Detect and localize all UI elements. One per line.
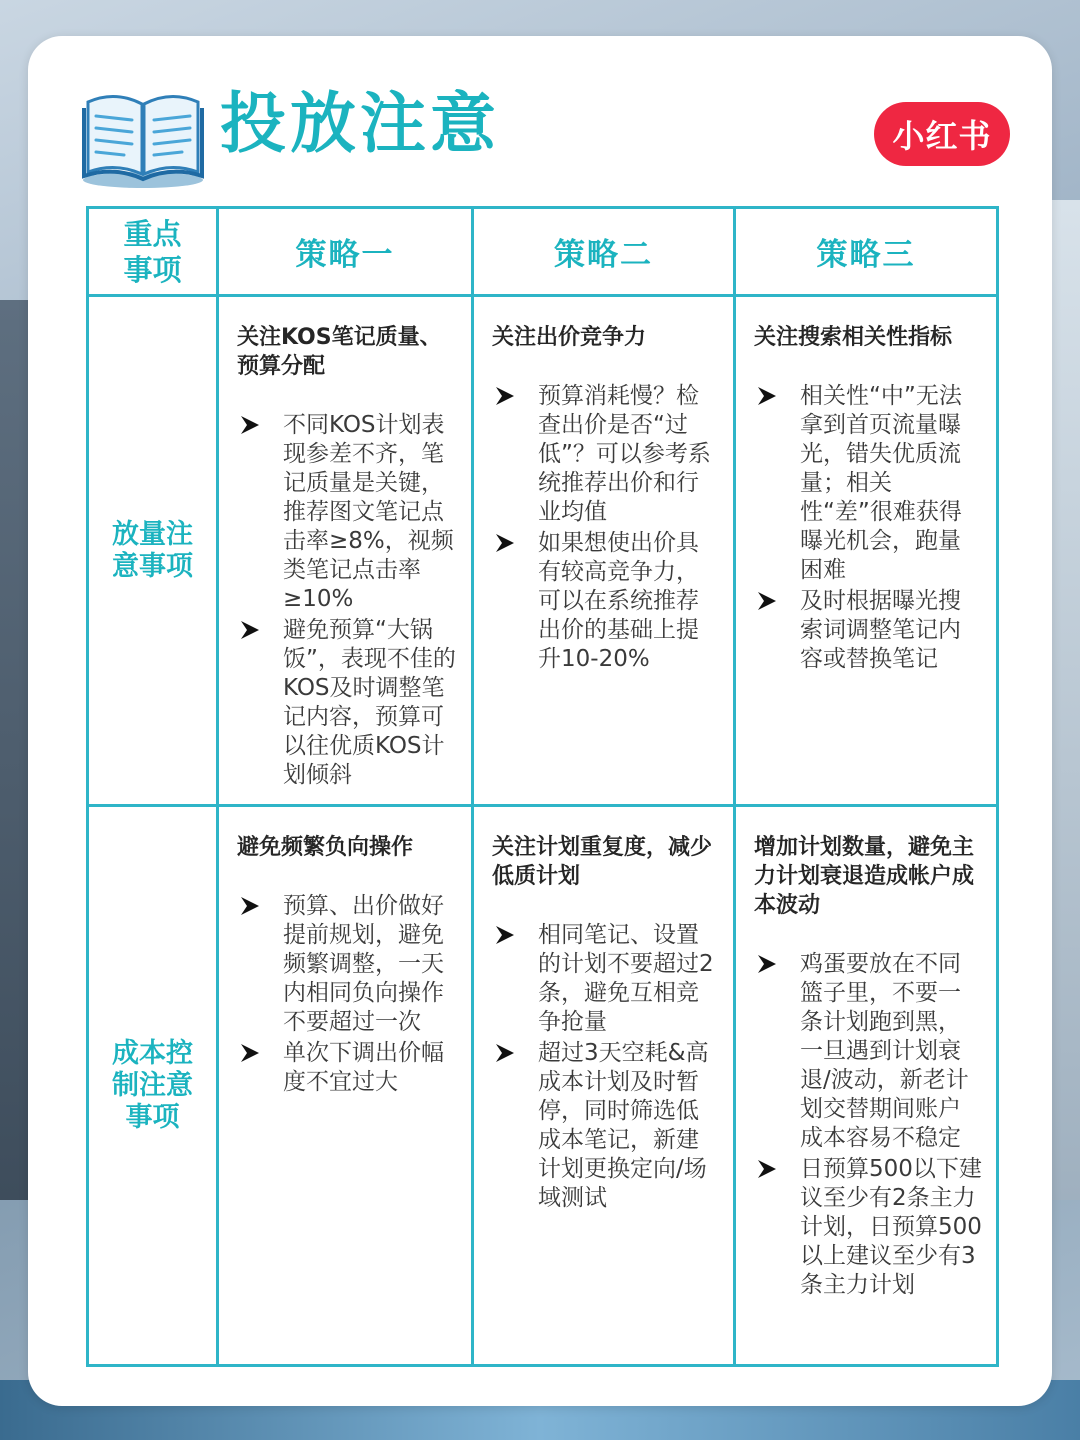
arrow-bullet-icon bbox=[494, 1042, 516, 1064]
page-title: 投放注意 bbox=[220, 85, 500, 162]
strategy-table bbox=[86, 206, 999, 1367]
list-item: 预算、出价做好提前规划，避免频繁调整，一天内相同负向操作不要超过一次 bbox=[237, 892, 457, 1037]
arrow-bullet-icon bbox=[756, 590, 778, 612]
cell-heading: 关注搜索相关性指标 bbox=[754, 325, 953, 350]
table-cell bbox=[218, 296, 473, 806]
cell-heading: 关注KOS笔记质量、预算分配 bbox=[237, 325, 442, 379]
cell-heading: 关注计划重复度，减少低质计划 bbox=[492, 835, 713, 889]
header-strategy-3: 策略三 bbox=[735, 208, 998, 296]
table-header-row bbox=[88, 208, 998, 296]
cell-heading: 关注出价竞争力 bbox=[492, 325, 647, 350]
list-item: 及时根据曝光搜索词调整笔记内容或替换笔记 bbox=[754, 587, 982, 674]
list-item: 相关性“中”无法拿到首页流量曝光，错失优质流量；相关性“差”很难获得曝光机会，跑量困难 bbox=[754, 382, 982, 585]
header-key-items: 重点事项 bbox=[88, 208, 218, 296]
arrow-bullet-icon bbox=[239, 619, 261, 641]
open-book-icon bbox=[80, 82, 206, 192]
list-item: 不同KOS计划表现参差不齐，笔记质量是关键，推荐图文笔记点击率≥8%，视频类笔记点击率≥10% bbox=[237, 411, 457, 614]
row-label-cost-control: 成本控制注意事项 bbox=[88, 806, 218, 1366]
table-row bbox=[88, 296, 998, 806]
list-item: 超过3天空耗&高成本计划及时暂停，同时筛选低成本笔记，新建计划更换定向/场域测试 bbox=[492, 1039, 719, 1213]
list-item: 避免预算“大锅饭”，表现不佳的KOS及时调整笔记内容，预算可以往优质KOS计划倾斜 bbox=[237, 616, 457, 790]
header-strategy-2: 策略二 bbox=[473, 208, 735, 296]
table-cell bbox=[473, 296, 735, 806]
header-strategy-1: 策略一 bbox=[218, 208, 473, 296]
arrow-bullet-icon bbox=[239, 414, 261, 436]
arrow-bullet-icon bbox=[239, 1042, 261, 1064]
table-cell bbox=[473, 806, 735, 1366]
list-item: 单次下调出价幅度不宜过大 bbox=[237, 1039, 457, 1097]
table-row bbox=[88, 806, 998, 1366]
table-cell bbox=[735, 296, 998, 806]
arrow-bullet-icon bbox=[756, 385, 778, 407]
arrow-bullet-icon bbox=[756, 953, 778, 975]
list-item: 如果想使出价具有较高竞争力，可以在系统推荐出价的基础上提升10-20% bbox=[492, 529, 719, 674]
cell-heading: 避免频繁负向操作 bbox=[237, 835, 414, 860]
list-item: 相同笔记、设置的计划不要超过2条，避免互相竞争抢量 bbox=[492, 921, 719, 1037]
list-item: 鸡蛋要放在不同篮子里，不要一条计划跑到黑，一旦遇到计划衰退/波动，新老计划交替期间账户成本容易不稳定 bbox=[754, 950, 982, 1153]
arrow-bullet-icon bbox=[494, 385, 516, 407]
arrow-bullet-icon bbox=[239, 895, 261, 917]
content-card bbox=[28, 36, 1052, 1406]
table-cell bbox=[735, 806, 998, 1366]
cell-heading: 增加计划数量，避免主力计划衰退造成帐户成本波动 bbox=[754, 835, 975, 918]
arrow-bullet-icon bbox=[494, 532, 516, 554]
list-item: 日预算500以下建议至少有2条主力计划，日预算500以上建议至少有3条主力计划 bbox=[754, 1155, 982, 1300]
logo-text: 小红书 bbox=[892, 117, 992, 155]
table-cell bbox=[218, 806, 473, 1366]
list-item: 预算消耗慢？检查出价是否“过低”？可以参考系统推荐出价和行业均值 bbox=[492, 382, 719, 527]
xiaohongshu-logo bbox=[874, 102, 1010, 166]
arrow-bullet-icon bbox=[494, 924, 516, 946]
row-label-volume: 放量注意事项 bbox=[88, 296, 218, 806]
arrow-bullet-icon bbox=[756, 1158, 778, 1180]
